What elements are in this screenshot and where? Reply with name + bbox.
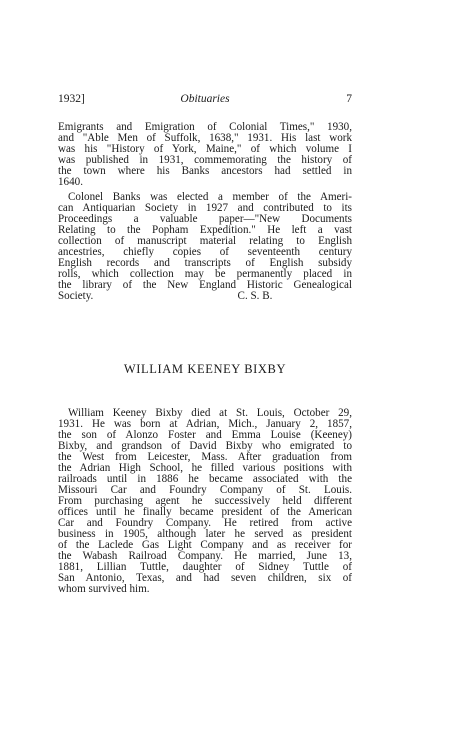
text-line: collection of manuscript material relating to English <box>58 236 352 247</box>
text-line: ancestries, chiefly copies of seventeenth century <box>58 247 352 258</box>
text-line: was his "History of York, Maine," of which volume I <box>58 144 352 155</box>
text-line: English records and transcripts of English subsidy <box>58 258 352 269</box>
text-line: the son of Alonzo Foster and Emma Louise (Keeney) <box>58 430 352 441</box>
paragraph-bixby-obituary <box>58 408 352 595</box>
text-line: Emigrants and Emigration of Colonial Times," 1930, <box>58 122 352 133</box>
text-line: San Antonio, Texas, and had seven children, six of <box>58 573 352 584</box>
header-section-title: Obituaries <box>180 93 230 105</box>
text-line: Car and Foundry Company. He retired from active <box>58 518 352 529</box>
text-line: Bixby, and grandson of David Bixby who emigrated to <box>58 441 352 452</box>
text-line: Colonel Banks was elected a member of the Ameri- <box>68 192 352 203</box>
text-line: and "Able Men of Suffolk, 1638," 1931. His last work <box>58 133 352 144</box>
text-line: was published in 1931, commemorating the history of <box>58 155 352 166</box>
running-header <box>58 92 352 106</box>
header-year: 1932] <box>58 93 85 105</box>
paragraph-continuation <box>58 122 352 188</box>
text-line: William Keeney Bixby died at St. Louis, October 29, <box>68 408 352 419</box>
text-line: of the Laclede Gas Light Company and as receiver for <box>58 540 352 551</box>
obituary-title: WILLIAM KEENEY BIXBY <box>123 362 287 376</box>
text-line: railroads until in 1886 he became associated with the <box>58 474 352 485</box>
text-line: offices until he finally became president of the American <box>58 507 352 518</box>
text-line-with-signature: Society. C. S. B. <box>58 291 273 302</box>
text-line: the library of the New England Historic Genealogical <box>58 280 352 291</box>
text-line: Missouri Car and Foundry Company of St. Louis. <box>58 485 352 496</box>
text-line: whom survived him. <box>58 584 150 595</box>
text-line: Proceedings a valuable paper—"New Documents <box>58 214 352 225</box>
text-line: can Antiquarian Society in 1927 and contributed to its <box>58 203 352 214</box>
text-line: From purchasing agent he successively held different <box>58 496 352 507</box>
page-number: 7 <box>346 93 352 105</box>
text-line: the town where his Banks ancestors had settled in <box>58 166 352 177</box>
text-line: 1881, Lillian Tuttle, daughter of Sidney Tuttle of <box>58 562 352 573</box>
text-line: business in 1905, although later he served as president <box>58 529 352 540</box>
text-line: rolls, which collection may be permanently placed in <box>58 269 352 280</box>
text-line: Relating to the Popham Expedition." He left a vast <box>58 225 352 236</box>
text-line: the Wabash Railroad Company. He married, June 13, <box>58 551 352 562</box>
paragraph-banks-society <box>58 192 352 302</box>
text-line: the West from Leicester, Mass. After graduation from <box>58 452 352 463</box>
text-line: 1640. <box>58 177 83 188</box>
text-line: the Adrian High School, he filled various positions with <box>58 463 352 474</box>
text-line: 1931. He was born at Adrian, Mich., January 2, 1857, <box>58 419 352 430</box>
